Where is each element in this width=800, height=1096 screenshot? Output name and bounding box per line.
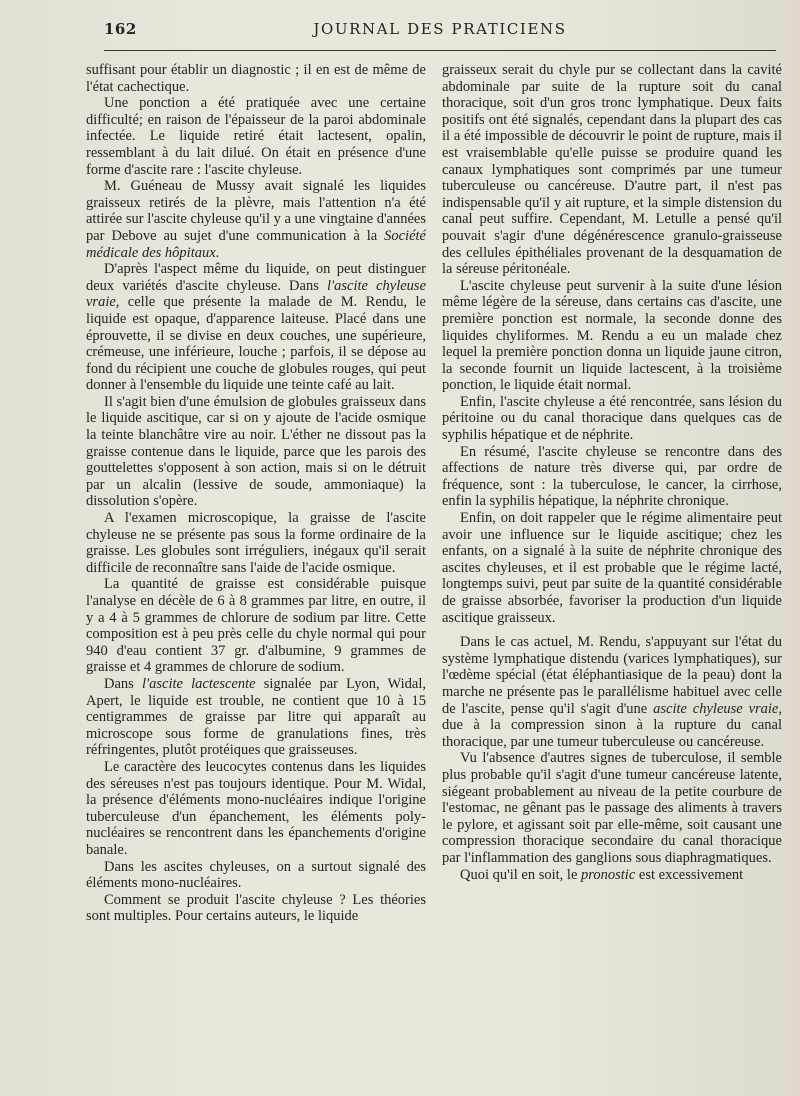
paragraph-text-tail: signalée par Lyon, Widal, Apert, le liquide est trouble, ne contient que 10 à 15 centigrammes de graisse par litre qui apparaît au microscope sous forme de granulations fines, très réfringentes, plutôt protéiques que graisseuses. (86, 675, 426, 759)
paragraph-text: Enfin, on doit rappeler que le régime alimentaire peut avoir une influence sur le liquide ascitique; chez les enfants, on a signalé à la suite de néphrite chronique des ascites chyleuses, et il est probable que le régime lacté, longtemps suivi, peut par suite de la quantité considérable de graisse absorbée, favoriser la production d'un liquide ascitique graisseux. (442, 510, 782, 626)
paragraph (442, 444, 782, 510)
paragraph-text: Vu l'absence d'autres signes de tuberculose, il semble plus probable qu'il s'agit d'une tumeur cancéreuse latente, siégeant probablement au niveau de la petite courbure de l'estomac, ne gênant pas le passage des aliments à travers le pylore, et agissant soit par elle-même, soit causant une compression thoracique secondaire du canal thoracique par l'inflammation des ganglions sous diaphragmatiques. (442, 750, 782, 866)
paragraph (442, 278, 782, 394)
paragraph-text: suffisant pour établir un diagnostic ; il en est de même de l'état cachectique. (86, 62, 426, 95)
left-column (86, 62, 426, 925)
paragraph (442, 394, 782, 444)
paragraph (442, 62, 782, 278)
running-title: JOURNAL DES PRATICIENS (313, 20, 567, 38)
paragraph-text: L'ascite chyleuse peut survenir à la suite d'une lésion même légère de la séreuse, dans certains cas d'ascite, une première ponction est normale, la seconde donne des liquides chyliformes. M. Rendu a eu un malade chez lequel la première ponction donna un liquide jaune citron, la seconde fournit un liquide lactescent, à la troisième ponction, le liquide était normal. (442, 277, 782, 394)
paragraph (86, 62, 426, 95)
italic-term: ascite chyleuse vraie (653, 700, 779, 717)
paragraph (442, 750, 782, 866)
paragraph-text: A l'examen microscopique, la graisse de l'ascite chyleuse ne se présente pas sous la forme ordinaire de la graisse. Les globules sont irréguliers, inégaux qu'il serait difficile de reconnaître sans l'aide de l'acide osmique. (86, 510, 426, 576)
header-rule (104, 50, 776, 51)
paragraph-text: Le caractère des leucocytes contenus dans les liquides des séreuses n'est pas toujours identique. Pour M. Widal, la présence d'éléments mono-nucléaires indique l'origine tuberculeuse d'un épanchement, les éléments poly-nucléaires se rencontrent dans les épanchements d'origine banale. (86, 758, 426, 858)
paragraph-text: graisseux serait du chyle pur se collectant dans la cavité abdominale par suite de la rupture soit du canal thoracique, soit d'un gros tronc lymphatique. Deux faits positifs ont été signalés, cependant dans la plupart des cas il a été impossible de découvrir le point de rupture, mais il est vraisemblable qu'elle puisse se produire quand les canaux lymphatiques sont comprimés par une tumeur tuberculeuse ou cancéreuse. D'autre part, il n'est pas indispensable qu'il y ait rupture, et la simple distension du canal peut suffire. Cependant, M. Letulle a pensé qu'il pouvait s'agir d'une dégénérescence granulo-graisseuse des cellules épithéliales provenant de la desquamation de la séreuse péritonéale. (442, 62, 782, 278)
page-number: 162 (104, 20, 137, 38)
paragraph (442, 867, 782, 884)
paragraph-text-tail: , celle que présente la malade de M. Rendu, le liquide est opaque, d'apparence laiteuse. Placé dans une éprouvette, il se divise en deux couches, une supérieure, crémeuse, une inférieure, louche ; parfois, il se dépose au fond du récipient une couche de globules rouges, qui peut donner à l'ensemble du liquide une teinte café au lait. (86, 294, 426, 394)
paragraph-text: Quoi qu'il en soit, le (460, 866, 582, 883)
paragraph (86, 510, 426, 576)
paragraph (86, 859, 426, 892)
paragraph (86, 95, 426, 178)
paragraph-text-tail: , due à la compression sinon à la rupture du canal thoracique, par une tumeur tuberculeuse ou cancéreuse. (442, 700, 782, 750)
paragraph-text: Dans (104, 675, 142, 692)
paragraph-text: Il s'agit bien d'une émulsion de globules graisseux dans le liquide ascitique, car si on y ajoute de l'acide osmique la teinte blanchâtre vire au noir. L'éther ne dissout pas la graisse contenue dans le liquide, parce que les parois des gouttelettes s'opposent à son action, mais si on le détruit par un alcalin (lessive de soude, ammoniaque) la dissolution s'opère. (86, 393, 426, 510)
paragraph-text-tail: est excessivement (635, 866, 744, 883)
italic-term: l'ascite chyleuse vraie (86, 277, 427, 311)
paragraph (442, 510, 782, 626)
paragraph-text: Dans les ascites chyleuses, on a surtout signalé des éléments mono-nucléaires. (86, 858, 426, 892)
page-header (104, 20, 776, 46)
paragraph (86, 759, 426, 859)
right-column (442, 62, 782, 883)
paragraph-text: D'après l'aspect même du liquide, on peut distinguer deux variétés d'ascite chyleuse. Dans (86, 261, 426, 294)
paragraph (86, 676, 426, 759)
paragraph-text: Dans le cas actuel, M. Rendu, s'appuyant sur l'état du système lymphatique distendu (varices lymphatiques), sur l'œdème spécial (état éléphantiasique de la peau) dont la marche ne présente pas le parallélisme habituel avec celle de l'ascite, pense qu'il s'agit d'une (442, 634, 782, 717)
text-columns (86, 62, 782, 1062)
italic-term: Société médicale des hôpitaux (86, 227, 426, 261)
italic-term: pronostic (581, 866, 636, 883)
paragraph (86, 394, 426, 510)
paragraph (86, 576, 426, 676)
paragraph-text: Comment se produit l'ascite chyleuse ? Les théories sont multiples. Pour certains auteurs, le liquide (86, 891, 426, 925)
paragraph-text: En résumé, l'ascite chyleuse se rencontre dans des affections de nature très diverse qui, par ordre de fréquence, sont : la tuberculose, le cancer, la cirrhose, enfin la syphilis hépatique, la néphrite chronique. (442, 443, 782, 510)
paragraph-text: Une ponction a été pratiquée avec une certaine difficulté; en raison de l'épaisseur de la paroi abdominale infectée. Le liquide retiré était lactesent, opalin, ressemblant à du lait dilué. On était en présence d'une forme d'ascite rare : l'ascite chyleuse. (86, 95, 426, 178)
italic-term: l'ascite lactescente (142, 675, 256, 692)
paragraph-text: M. Guéneau de Mussy avait signalé les liquides graisseux retirés de la plèvre, mais l'attention n'a été attirée sur l'ascite chyleuse qu'il y a une vingtaine d'années par Debove au sujet d'une communication à la (86, 178, 427, 244)
paragraph-text: La quantité de graisse est considérable puisque l'analyse en décèle de 6 à 8 grammes par litre, en outre, il y a 4 à 5 grammes de chlorure de sodium par litre. Cette composition est à peu près celle du chyle normal qui pour 940 d'eau contient 37 gr. d'albumine, 9 grammes de graisse et 4 grammes de chlorure de sodium. (86, 576, 426, 676)
paragraph-text-tail: . (215, 244, 220, 261)
paragraph (86, 178, 426, 261)
paragraph-text: Enfin, l'ascite chyleuse a été rencontrée, sans lésion du péritoine ou du canal thoracique dans quelques cas de syphilis hépatique et de néphrite. (442, 393, 782, 444)
paragraph (86, 892, 426, 925)
paragraph (442, 634, 782, 750)
paragraph (86, 261, 426, 394)
